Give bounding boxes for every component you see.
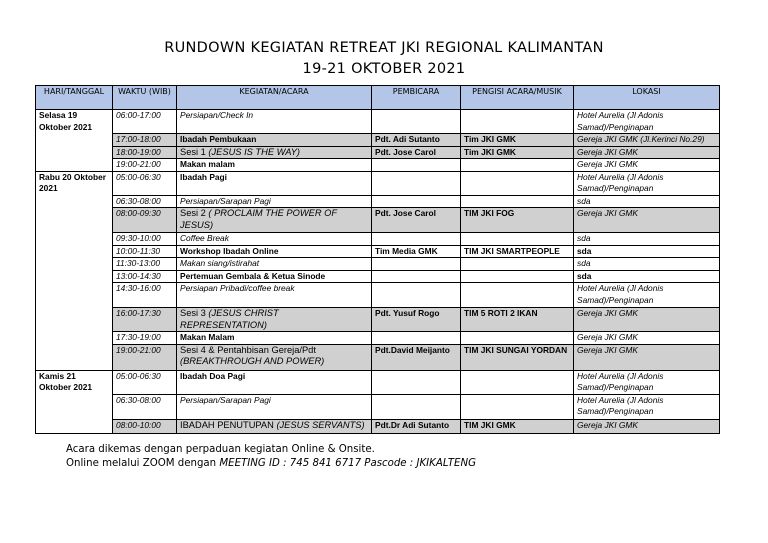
time-cell: 14:30-16:00 xyxy=(113,283,177,308)
location-cell: sda xyxy=(574,245,720,258)
activity-cell xyxy=(177,419,372,433)
session-label: Sesi 2 xyxy=(180,208,209,218)
activity-cell: Persiapan/Check In xyxy=(177,110,372,134)
speaker-cell: Pdt. Jose Carol xyxy=(372,146,461,159)
time-cell: 05:00-06:30 xyxy=(113,171,177,195)
time-cell: 19:00-21:00 xyxy=(113,344,177,370)
table-row xyxy=(36,394,720,419)
speaker-cell xyxy=(372,159,461,172)
footnote-zoom xyxy=(66,458,476,469)
table-row xyxy=(36,159,720,172)
location-cell: Hotel Aurelia (Jl Adonis Samad)/Penginapan xyxy=(574,283,720,308)
music-cell: TIM JKI SUNGAI YORDAN xyxy=(461,344,574,370)
activity-cell: Makan siang/istirahat xyxy=(177,258,372,271)
music-cell xyxy=(461,258,574,271)
activity-cell: Workshop Ibadah Online xyxy=(177,245,372,258)
location-cell: Gereja JKI GMK (Jl.Kerinci No.29) xyxy=(574,134,720,147)
music-cell xyxy=(461,171,574,195)
speaker-cell xyxy=(372,258,461,271)
location-cell: Gereja JKI GMK xyxy=(574,146,720,159)
activity-cell: Persiapan/Sarapan Pagi xyxy=(177,394,372,419)
time-cell: 06:30-08:00 xyxy=(113,195,177,208)
table-row xyxy=(36,171,720,195)
time-cell: 08:00-09:30 xyxy=(113,208,177,233)
zoom-meeting-info: MEETING ID : 745 841 6717 Pascode : JKIKALTENG xyxy=(219,458,476,469)
time-cell: 06:30-08:00 xyxy=(113,394,177,419)
time-cell: 10:00-11:30 xyxy=(113,245,177,258)
location-cell: Hotel Aurelia (Jl Adonis Samad)/Penginapan xyxy=(574,370,720,394)
session-label: Sesi 3 xyxy=(180,308,209,318)
time-cell: 13:00-14:30 xyxy=(113,270,177,283)
header-hari: HARI/TANGGAL xyxy=(36,86,113,110)
location-cell: Hotel Aurelia (Jl Adonis Samad)/Penginapan xyxy=(574,171,720,195)
speaker-cell xyxy=(372,370,461,394)
speaker-cell xyxy=(372,110,461,134)
table-row xyxy=(36,270,720,283)
table-row xyxy=(36,110,720,134)
footnote-format: Acara dikemas dengan perpaduan kegiatan Online & Onsite. xyxy=(66,444,375,455)
music-cell xyxy=(461,394,574,419)
activity-cell: Coffee Break xyxy=(177,233,372,246)
location-cell: Gereja JKI GMK xyxy=(574,419,720,433)
speaker-cell: Tim Media GMK xyxy=(372,245,461,258)
speaker-cell xyxy=(372,171,461,195)
zoom-intro: Online melalui ZOOM dengan xyxy=(66,458,220,469)
speaker-cell: Pdt. Adi Sutanto xyxy=(372,134,461,147)
activity-cell xyxy=(177,146,372,159)
location-cell: Gereja JKI GMK xyxy=(574,308,720,332)
day-cell: Kamis 21 Oktober 2021 xyxy=(36,370,113,433)
music-cell xyxy=(461,332,574,345)
speaker-cell xyxy=(372,283,461,308)
location-cell: sda xyxy=(574,258,720,271)
time-cell: 11:30-13:00 xyxy=(113,258,177,271)
time-cell: 19:00-21:00 xyxy=(113,159,177,172)
music-cell: TIM JKI GMK xyxy=(461,419,574,433)
header-kegiatan: KEGIATAN/ACARA xyxy=(177,86,372,110)
speaker-cell xyxy=(372,332,461,345)
speaker-cell xyxy=(372,394,461,419)
speaker-cell: Pdt. Yusuf Rogo xyxy=(372,308,461,332)
activity-cell: Makan Malam xyxy=(177,332,372,345)
header-waktu: WAKTU (WIB) xyxy=(113,86,177,110)
table-header-row xyxy=(36,86,720,110)
table-row xyxy=(36,344,720,370)
activity-cell xyxy=(177,208,372,233)
music-cell xyxy=(461,283,574,308)
session-label: IBADAH PENUTUPAN xyxy=(180,419,277,430)
table-row xyxy=(36,134,720,147)
session-theme: (JESUS IS THE WAY) xyxy=(208,146,301,157)
time-cell: 08:00-10:00 xyxy=(113,419,177,433)
table-row xyxy=(36,370,720,394)
session-theme: (JESUS CHRIST REPRESENTATION) xyxy=(180,308,279,330)
time-cell: 16:00-17:30 xyxy=(113,308,177,332)
music-cell: Tim JKI GMK xyxy=(461,146,574,159)
music-cell: TIM JKI FOG xyxy=(461,208,574,233)
location-cell: Gereja JKI GMK xyxy=(574,344,720,370)
activity-cell xyxy=(177,308,372,332)
activity-cell: Ibadah Pembukaan xyxy=(177,134,372,147)
header-lokasi: LOKASI xyxy=(574,86,720,110)
day-cell: Rabu 20 Oktober 2021 xyxy=(36,171,113,370)
location-cell: Hotel Aurelia (Jl Adonis Samad)/Penginapan xyxy=(574,110,720,134)
music-cell xyxy=(461,195,574,208)
music-cell xyxy=(461,159,574,172)
location-cell: sda xyxy=(574,233,720,246)
table-row xyxy=(36,245,720,258)
time-cell: 17:30-19:00 xyxy=(113,332,177,345)
session-label: Sesi 1 xyxy=(180,146,209,157)
time-cell: 17:00-18:00 xyxy=(113,134,177,147)
activity-cell: Ibadah Doa Pagi xyxy=(177,370,372,394)
speaker-cell: Pdt.David Meijanto xyxy=(372,344,461,370)
speaker-cell xyxy=(372,195,461,208)
day-cell: Selasa 19 Oktober 2021 xyxy=(36,110,113,172)
speaker-cell xyxy=(372,233,461,246)
music-cell: TIM JKI SMARTPEOPLE xyxy=(461,245,574,258)
music-cell xyxy=(461,110,574,134)
table-row xyxy=(36,208,720,233)
activity-cell: Pertemuan Gembala & Ketua Sinode xyxy=(177,270,372,283)
time-cell: 05:00-06:30 xyxy=(113,370,177,394)
time-cell: 06:00-17:00 xyxy=(113,110,177,134)
speaker-cell: Pdt.Dr Adi Sutanto xyxy=(372,419,461,433)
location-cell: Gereja JKI GMK xyxy=(574,159,720,172)
session-theme: ( PROCLAIM THE POWER OF JESUS) xyxy=(180,208,337,230)
header-pembicara: PEMBICARA xyxy=(372,86,461,110)
document-date: 19-21 OKTOBER 2021 xyxy=(302,61,466,77)
table-row xyxy=(36,419,720,433)
music-cell xyxy=(461,270,574,283)
activity-cell: Ibadah Pagi xyxy=(177,171,372,195)
session-theme: (JESUS SERVANTS) xyxy=(276,419,365,430)
activity-cell: Makan malam xyxy=(177,159,372,172)
table-row xyxy=(36,308,720,332)
table-row xyxy=(36,146,720,159)
location-cell: Hotel Aurelia (Jl Adonis Samad)/Penginapan xyxy=(574,394,720,419)
table-row xyxy=(36,283,720,308)
time-cell: 18:00-19:00 xyxy=(113,146,177,159)
header-pengisi: PENGISI ACARA/MUSIK xyxy=(461,86,574,110)
speaker-cell xyxy=(372,270,461,283)
music-cell xyxy=(461,370,574,394)
session-theme: (BREAKTHROUGH AND POWER) xyxy=(180,356,325,366)
speaker-cell: Pdt. Jose Carol xyxy=(372,208,461,233)
activity-cell: Persiapan Pribadi/coffee break xyxy=(177,283,372,308)
document-title: RUNDOWN KEGIATAN RETREAT JKI REGIONAL KALIMANTAN xyxy=(164,40,604,56)
music-cell: TIM 5 ROTI 2 IKAN xyxy=(461,308,574,332)
location-cell: Gereja JKI GMK xyxy=(574,332,720,345)
rundown-table xyxy=(35,85,720,434)
location-cell: sda xyxy=(574,195,720,208)
table-row xyxy=(36,233,720,246)
table-row xyxy=(36,332,720,345)
music-cell xyxy=(461,233,574,246)
activity-cell xyxy=(177,344,372,370)
activity-cell: Persiapan/Sarapan Pagi xyxy=(177,195,372,208)
music-cell: Tim JKI GMK xyxy=(461,134,574,147)
session-label: Sesi 4 & Pentahbisan Gereja/Pdt xyxy=(180,344,316,355)
table-row xyxy=(36,258,720,271)
location-cell: Gereja JKI GMK xyxy=(574,208,720,233)
location-cell: sda xyxy=(574,270,720,283)
time-cell: 09:30-10:00 xyxy=(113,233,177,246)
table-row xyxy=(36,195,720,208)
